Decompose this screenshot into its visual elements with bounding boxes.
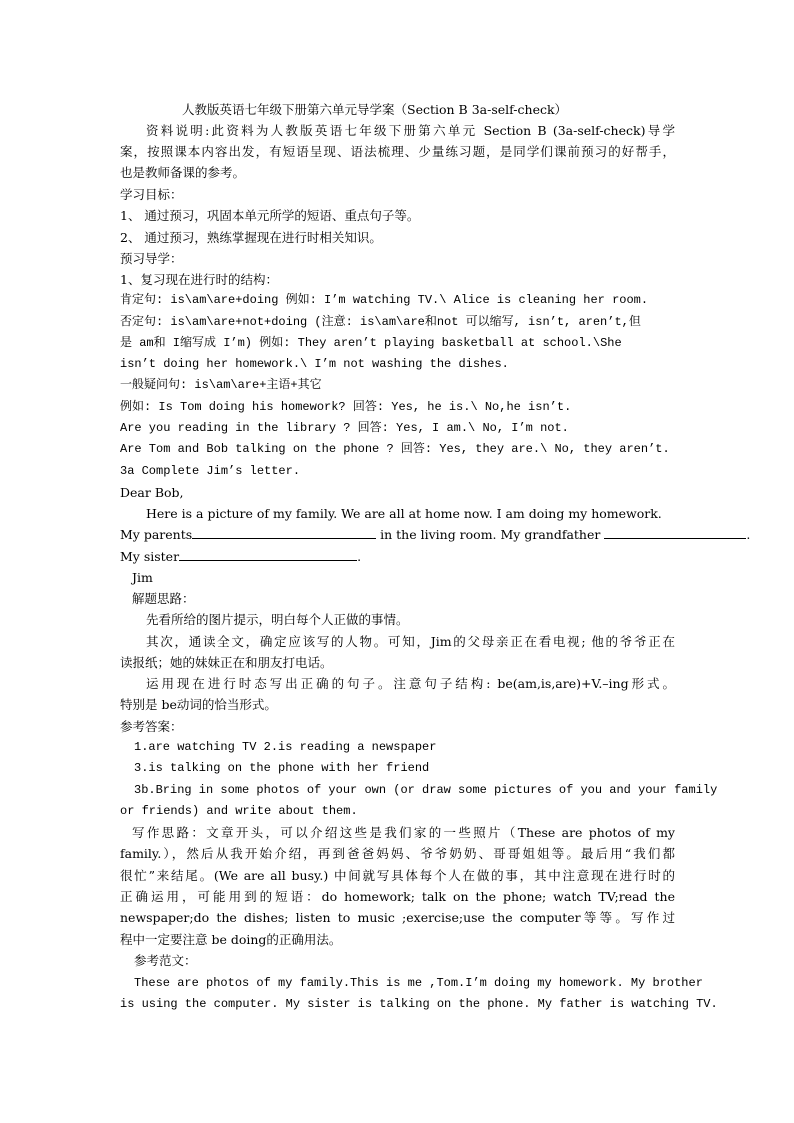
letter-fill-line [120, 526, 751, 543]
grammar-line: 否定句: is\am\are+not+doing (注意: is\am\are和not 可以缩写, isn’t, aren’t,但 [120, 315, 641, 329]
task-3b-line: or friends) and write about them. [120, 804, 358, 818]
letter-period: . [746, 527, 751, 542]
goal-item: 2、 通过预习，熟练掌握现在进行时相关知识。 [120, 230, 382, 245]
writing-line: 程中一定要注意 be doing的正确用法。 [120, 932, 342, 947]
letter-period: . [357, 549, 362, 564]
answer-line: 1.are watching TV 2.is reading a newspaper [134, 740, 437, 754]
letter-sister-label: My sister [120, 549, 180, 564]
writing-line: 写作思路：文章开头，可以介绍这些是我们家的一些照片（These are photos of my [132, 825, 675, 840]
goal-item: 1、 通过预习，巩固本单元所学的短语、重点句子等。 [120, 208, 420, 223]
goals-heading: 学习目标： [120, 187, 183, 202]
tips-line: 先看所给的图片提示，明白每个人正做的事情。 [146, 612, 409, 627]
tips-line: 其次，通读全文，确定应该写的人物。可知，Jim的父母亲正在看电视; 他的爷爷正在 [146, 634, 675, 649]
letter-text: in the living room. My grandfather [376, 527, 605, 542]
tips-heading: 解题思路： [132, 591, 195, 606]
sample-heading: 参考范文： [134, 953, 197, 968]
intro-line: 资料说明:此资料为人教版英语七年级下册第六单元 Section B (3a-self-check)导学 [146, 123, 675, 138]
grammar-line: 是 am和 I缩写成 I’m) 例如: They aren’t playing basketball at school.\She [120, 336, 622, 350]
letter-signature: Jim [132, 570, 153, 585]
answer-blank[interactable] [192, 526, 376, 539]
grammar-line: Are Tom and Bob talking on the phone ? 回答: Yes, they are.\ No, they aren’t. [120, 442, 670, 456]
sample-line: These are photos of my family.This is me ,Tom.I’m doing my homework. My brother [134, 976, 703, 990]
writing-line: 正确运用，可能用到的短语：do homework; talk on the phone; watch TV;read the [120, 889, 675, 904]
guide-heading: 预习导学： [120, 251, 183, 266]
grammar-line: 一般疑问句: is\am\are+主语+其它 [120, 378, 322, 392]
answer-blank[interactable] [604, 526, 746, 539]
review-heading: 1、复习现在进行时的结构： [120, 272, 278, 287]
answer-blank[interactable] [179, 548, 357, 561]
sample-line: is using the computer. My sister is talking on the phone. My father is watching TV. [120, 997, 718, 1011]
letter-line: Here is a picture of my family. We are all at home now. I am doing my homework. [146, 506, 662, 521]
letter-parents-label: My parents [120, 527, 193, 542]
intro-line: 也是教师备课的参考。 [120, 165, 246, 180]
grammar-line: Are you reading in the library ? 回答: Yes, I am.\ No, I’m not. [120, 421, 569, 435]
tips-line: 特别是 be动词的恰当形式。 [120, 697, 277, 712]
writing-line: newspaper;do the dishes; listen to music ;exercise;use the computer等等。写作过 [120, 910, 675, 925]
grammar-line: 肯定句: is\am\are+doing 例如: I’m watching TV.\ Alice is cleaning her room. [120, 293, 649, 307]
task-3b-line: 3b.Bring in some photos of your own (or draw some pictures of you and your family [134, 783, 718, 797]
writing-line: family.），然后从我开始介绍，再到爸爸妈妈、爷爷奶奶、哥哥姐姐等。最后用“我们都 [120, 846, 675, 861]
letter-fill-line [120, 548, 675, 565]
tips-line: 读报纸；她的妹妹正在和朋友打电话。 [120, 655, 333, 670]
intro-line: 案，按照课本内容出发，有短语呈现、语法梳理、少量练习题，是同学们课前预习的好帮手， [120, 144, 675, 159]
answers-heading: 参考答案： [120, 719, 183, 734]
grammar-line: 例如: Is Tom doing his homework? 回答: Yes, he is.\ No,he isn’t. [120, 400, 572, 414]
letter-greeting: Dear Bob, [120, 485, 184, 500]
writing-line: 很忙”来结尾。(We are all busy.) 中间就写具体每个人在做的事，其中注意现在进行时的 [120, 868, 675, 883]
doc-title: 人教版英语七年级下册第六单元导学案（Section B 3a-self-check） [182, 102, 568, 117]
grammar-line: isn’t doing her homework.\ I’m not washing the dishes. [120, 357, 509, 371]
answer-line: 3.is talking on the phone with her friend [134, 761, 430, 775]
tips-line: 运用现在进行时态写出正确的句子。注意句子结构: be(am,is,are)+V.–ing形式。 [146, 676, 675, 691]
task-3a-heading: 3a Complete Jim’s letter. [120, 464, 301, 478]
